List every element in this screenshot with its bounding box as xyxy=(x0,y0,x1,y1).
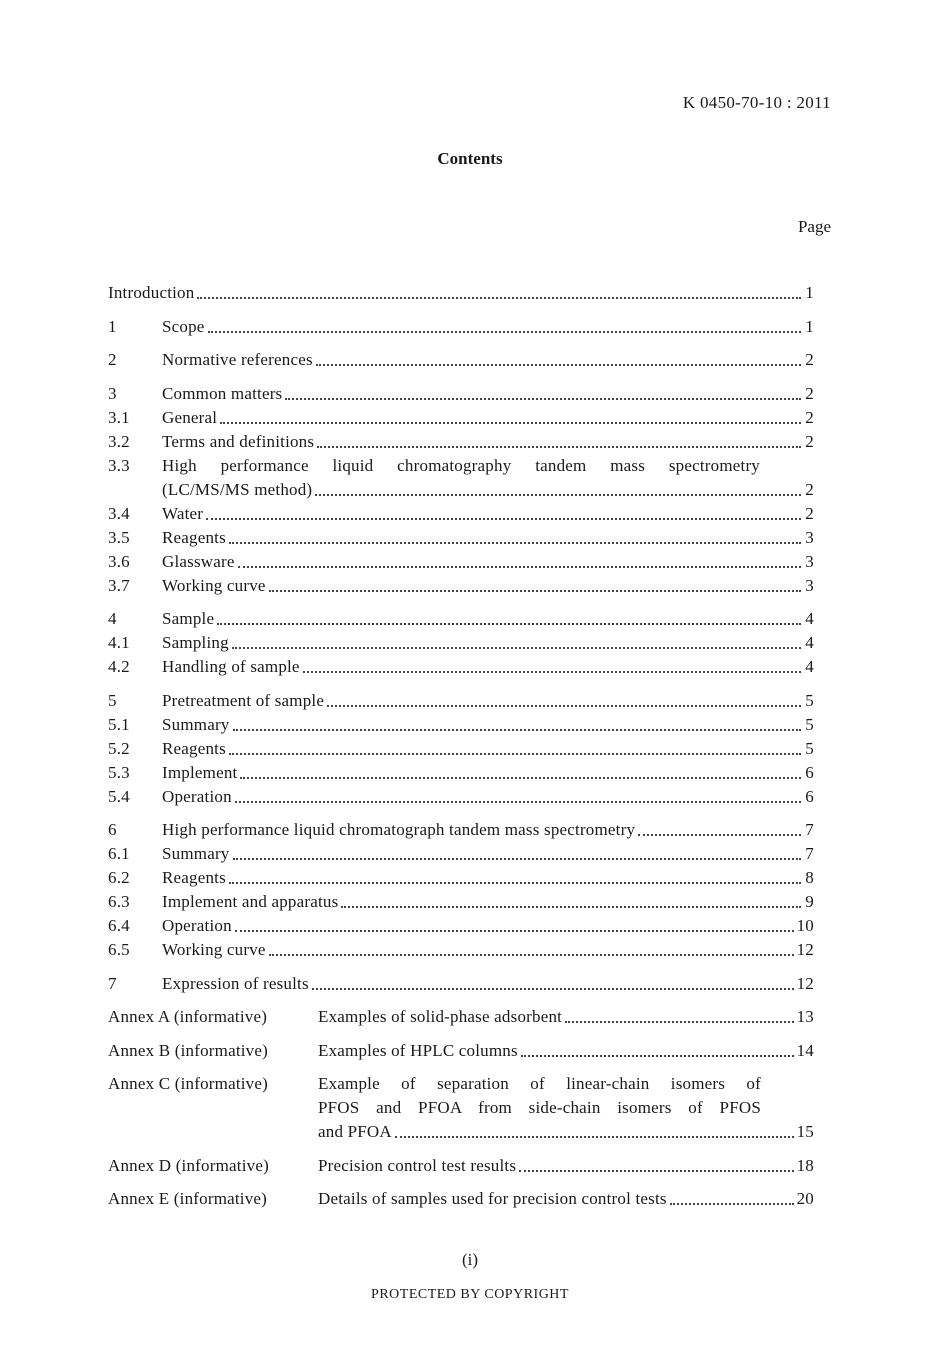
leader-dots xyxy=(233,728,801,731)
leader-dots xyxy=(217,622,801,625)
annex-page: 14 xyxy=(796,1041,814,1060)
toc-entry-sampling[interactable] xyxy=(108,631,814,655)
toc-entry-annex-c-line-2[interactable] xyxy=(108,1096,814,1120)
toc-entry-title: High performance liquid chromatograph tandem mass spectrometry xyxy=(162,820,636,839)
toc-entry-page: 3 xyxy=(805,528,814,547)
toc-entry-title: Handling of sample xyxy=(162,657,300,676)
toc-entry-number: 6.1 xyxy=(108,844,130,863)
document-id: K 0450-70-10 : 2011 xyxy=(682,93,831,112)
toc-entry-number: 3.2 xyxy=(108,432,130,451)
toc-entry-title: Normative references xyxy=(162,350,313,369)
leader-dots xyxy=(315,493,801,496)
leader-dots xyxy=(240,776,801,779)
annex-title: Details of samples used for precision control tests xyxy=(318,1189,667,1208)
leader-dots xyxy=(395,1135,794,1138)
annex-page: 18 xyxy=(796,1156,814,1175)
toc-entry-number: 7 xyxy=(108,974,117,993)
leader-dots xyxy=(197,296,801,299)
toc-entry-title: Operation xyxy=(162,916,232,935)
toc-entry-number: 4.1 xyxy=(108,633,130,652)
toc-entry-reagents[interactable] xyxy=(108,526,814,550)
annex-label: Annex B (informative) xyxy=(108,1041,268,1060)
leader-dots xyxy=(208,330,801,333)
leader-dots xyxy=(303,670,801,673)
leader-dots xyxy=(565,1020,794,1023)
toc-entry-introduction[interactable] xyxy=(108,281,814,305)
toc-entry-page: 9 xyxy=(805,892,814,911)
toc-entry-page: 7 xyxy=(805,820,814,839)
toc-entry-number: 5.3 xyxy=(108,763,130,782)
toc-entry-number: 5.2 xyxy=(108,739,130,758)
leader-dots xyxy=(638,833,801,836)
toc-entry-number: 5 xyxy=(108,691,117,710)
toc-entry-number: 4 xyxy=(108,609,117,628)
leader-dots xyxy=(229,881,801,884)
annex-title-line-2: PFOS and PFOA from side-chain isomers of PFOS xyxy=(318,1098,761,1117)
toc-entry-page: 1 xyxy=(805,283,814,302)
leader-dots xyxy=(229,541,801,544)
toc-entry-page: 10 xyxy=(796,916,814,935)
toc-entry-title: Common matters xyxy=(162,384,283,403)
leader-dots xyxy=(670,1202,794,1205)
toc-entry-number: 1 xyxy=(108,317,117,336)
toc-entry-summary[interactable] xyxy=(108,713,814,737)
toc-entry-page: 8 xyxy=(805,868,814,887)
leader-dots xyxy=(269,589,801,592)
toc-entry-number: 6.5 xyxy=(108,940,130,959)
toc-entry-title: Implement xyxy=(162,763,238,782)
page-number: (i) xyxy=(461,1250,479,1269)
leader-dots xyxy=(233,857,801,860)
toc-entry-title: Expression of results xyxy=(162,974,309,993)
toc-entry-page: 5 xyxy=(805,739,814,758)
toc-entry-title: Water xyxy=(162,504,204,523)
leader-dots xyxy=(238,565,801,568)
toc-entry-page: 2 xyxy=(805,350,814,369)
toc-entry-scope[interactable] xyxy=(108,315,814,339)
annex-page: 15 xyxy=(796,1122,814,1141)
annex-label: Annex A (informative) xyxy=(108,1007,268,1026)
leader-dots xyxy=(206,517,801,520)
toc-entry-reagents[interactable] xyxy=(108,866,814,890)
copyright-notice: PROTECTED BY COPYRIGHT xyxy=(371,1287,569,1302)
toc-entry-number: 5.1 xyxy=(108,715,130,734)
leader-dots xyxy=(232,646,801,649)
toc-entry-page: 2 xyxy=(805,504,814,523)
toc-entry-page: 2 xyxy=(805,384,814,403)
toc-entry-page: 6 xyxy=(805,787,814,806)
toc-entry-annex-c[interactable] xyxy=(108,1072,814,1096)
toc-entry-number: 3.4 xyxy=(108,504,130,523)
toc-entry-title: Summary xyxy=(162,715,230,734)
leader-dots xyxy=(312,987,794,990)
toc-entry-working-curve[interactable] xyxy=(108,938,814,962)
toc-entry-annex-c-line-3[interactable] xyxy=(108,1120,814,1144)
leader-dots xyxy=(235,800,801,803)
toc-entry-title: Sample xyxy=(162,609,215,628)
toc-entry-page: 12 xyxy=(796,974,814,993)
toc-entry-title: Sampling xyxy=(162,633,229,652)
toc-entry-page: 4 xyxy=(805,609,814,628)
toc-entry-page: 2 xyxy=(805,432,814,451)
toc-entry-page: 4 xyxy=(805,633,814,652)
toc-entry-annex-a[interactable] xyxy=(108,1005,814,1029)
toc-entry-title: Reagents xyxy=(162,528,226,547)
toc-entry-general[interactable] xyxy=(108,406,814,430)
toc-entry-title: Working curve xyxy=(162,940,266,959)
toc-entry-common-matters[interactable] xyxy=(108,382,814,406)
leader-dots xyxy=(269,953,794,956)
toc-entry-number: 3.3 xyxy=(108,456,130,475)
toc-entry-page: 12 xyxy=(796,940,814,959)
toc-entry-water[interactable] xyxy=(108,502,814,526)
toc-entry-title: Operation xyxy=(162,787,232,806)
toc-entry-title: Pretreatment of sample xyxy=(162,691,325,710)
page-column-label: Page xyxy=(797,217,831,236)
toc-entry-title: Scope xyxy=(162,317,205,336)
toc-entry-number: 3.1 xyxy=(108,408,130,427)
leader-dots xyxy=(229,752,801,755)
toc-entry-number: 3.5 xyxy=(108,528,130,547)
leader-dots xyxy=(327,704,801,707)
annex-label: Annex D (informative) xyxy=(108,1156,269,1175)
toc-entry-number: 3 xyxy=(108,384,117,403)
toc-entry-title: Introduction xyxy=(108,283,195,302)
annex-title: Precision control test results xyxy=(318,1156,517,1175)
toc-entry-title: High performance liquid chromatography tandem mass spectrometry xyxy=(162,456,760,475)
toc-entry-page: 1 xyxy=(805,317,814,336)
toc-entry-title: Reagents xyxy=(162,868,226,887)
annex-title-line-1: Example of separation of linear-chain isomers of xyxy=(318,1074,761,1093)
toc-entry-operation[interactable] xyxy=(108,914,814,938)
toc-entry-page: 2 xyxy=(805,480,814,499)
toc-entry-title: Glassware xyxy=(162,552,235,571)
toc-entry-annex-b[interactable] xyxy=(108,1039,814,1063)
toc-entry-number: 3.6 xyxy=(108,552,130,571)
toc-entry-annex-e[interactable] xyxy=(108,1187,814,1211)
toc-entry-expression-of-results[interactable] xyxy=(108,972,814,996)
leader-dots xyxy=(220,421,801,424)
toc-entry-title: Reagents xyxy=(162,739,226,758)
toc-entry-number: 6 xyxy=(108,820,117,839)
toc-entry-reagents[interactable] xyxy=(108,737,814,761)
toc-entry-title: Working curve xyxy=(162,576,266,595)
annex-title: Examples of solid-phase adsorbent xyxy=(318,1007,563,1026)
toc-entry-title: Implement and apparatus xyxy=(162,892,339,911)
toc-entry-page: 5 xyxy=(805,715,814,734)
toc-entry-title: Terms and definitions xyxy=(162,432,315,451)
toc-entry-title: General xyxy=(162,408,218,427)
toc-entry-operation[interactable] xyxy=(108,785,814,809)
toc-entry-page: 7 xyxy=(805,844,814,863)
toc-entry-page: 3 xyxy=(805,576,814,595)
annex-title-line-3: and PFOA xyxy=(318,1122,392,1141)
annex-title: Examples of HPLC columns xyxy=(318,1041,518,1060)
toc-entry-number: 3.7 xyxy=(108,576,130,595)
toc-entry-page: 6 xyxy=(805,763,814,782)
annex-page: 13 xyxy=(796,1007,814,1026)
toc-entry-page: 4 xyxy=(805,657,814,676)
toc-entry-handling-of-sample[interactable] xyxy=(108,655,814,679)
leader-dots xyxy=(235,929,794,932)
toc-entry-hplc-msms[interactable] xyxy=(108,818,814,842)
toc-entry-annex-d[interactable] xyxy=(108,1154,814,1178)
toc-entry-number: 5.4 xyxy=(108,787,130,806)
toc-entry-title: Summary xyxy=(162,844,230,863)
page-title: Contents xyxy=(437,149,503,168)
toc-entry-number: 2 xyxy=(108,350,117,369)
toc-entry-implement[interactable] xyxy=(108,761,814,785)
toc-entry-summary[interactable] xyxy=(108,842,814,866)
table-of-contents xyxy=(108,0,814,1230)
toc-entry-lcmsms[interactable] xyxy=(108,454,814,478)
leader-dots xyxy=(316,363,801,366)
toc-entry-page: 3 xyxy=(805,552,814,571)
leader-dots xyxy=(317,445,801,448)
toc-entry-number: 6.2 xyxy=(108,868,130,887)
toc-entry-number: 6.4 xyxy=(108,916,130,935)
toc-entry-normative-references[interactable] xyxy=(108,348,814,372)
toc-entry-lcmsms-continued[interactable] xyxy=(108,478,814,502)
leader-dots xyxy=(285,397,801,400)
toc-entry-number: 6.3 xyxy=(108,892,130,911)
leader-dots xyxy=(519,1169,793,1172)
toc-entry-terms-and-definitions[interactable] xyxy=(108,430,814,454)
annex-label: Annex C (informative) xyxy=(108,1074,268,1093)
leader-dots xyxy=(521,1054,794,1057)
toc-entry-page: 2 xyxy=(805,408,814,427)
toc-entry-glassware[interactable] xyxy=(108,550,814,574)
toc-entry-title-continued: (LC/MS/MS method) xyxy=(162,480,313,499)
toc-entry-number: 4.2 xyxy=(108,657,130,676)
toc-entry-pretreatment[interactable] xyxy=(108,689,814,713)
annex-page: 20 xyxy=(796,1189,814,1208)
annex-label: Annex E (informative) xyxy=(108,1189,268,1208)
toc-entry-implement-and-apparatus[interactable] xyxy=(108,890,814,914)
toc-entry-working-curve[interactable] xyxy=(108,574,814,598)
toc-entry-page: 5 xyxy=(805,691,814,710)
leader-dots xyxy=(341,905,801,908)
toc-entry-sample[interactable] xyxy=(108,607,814,631)
